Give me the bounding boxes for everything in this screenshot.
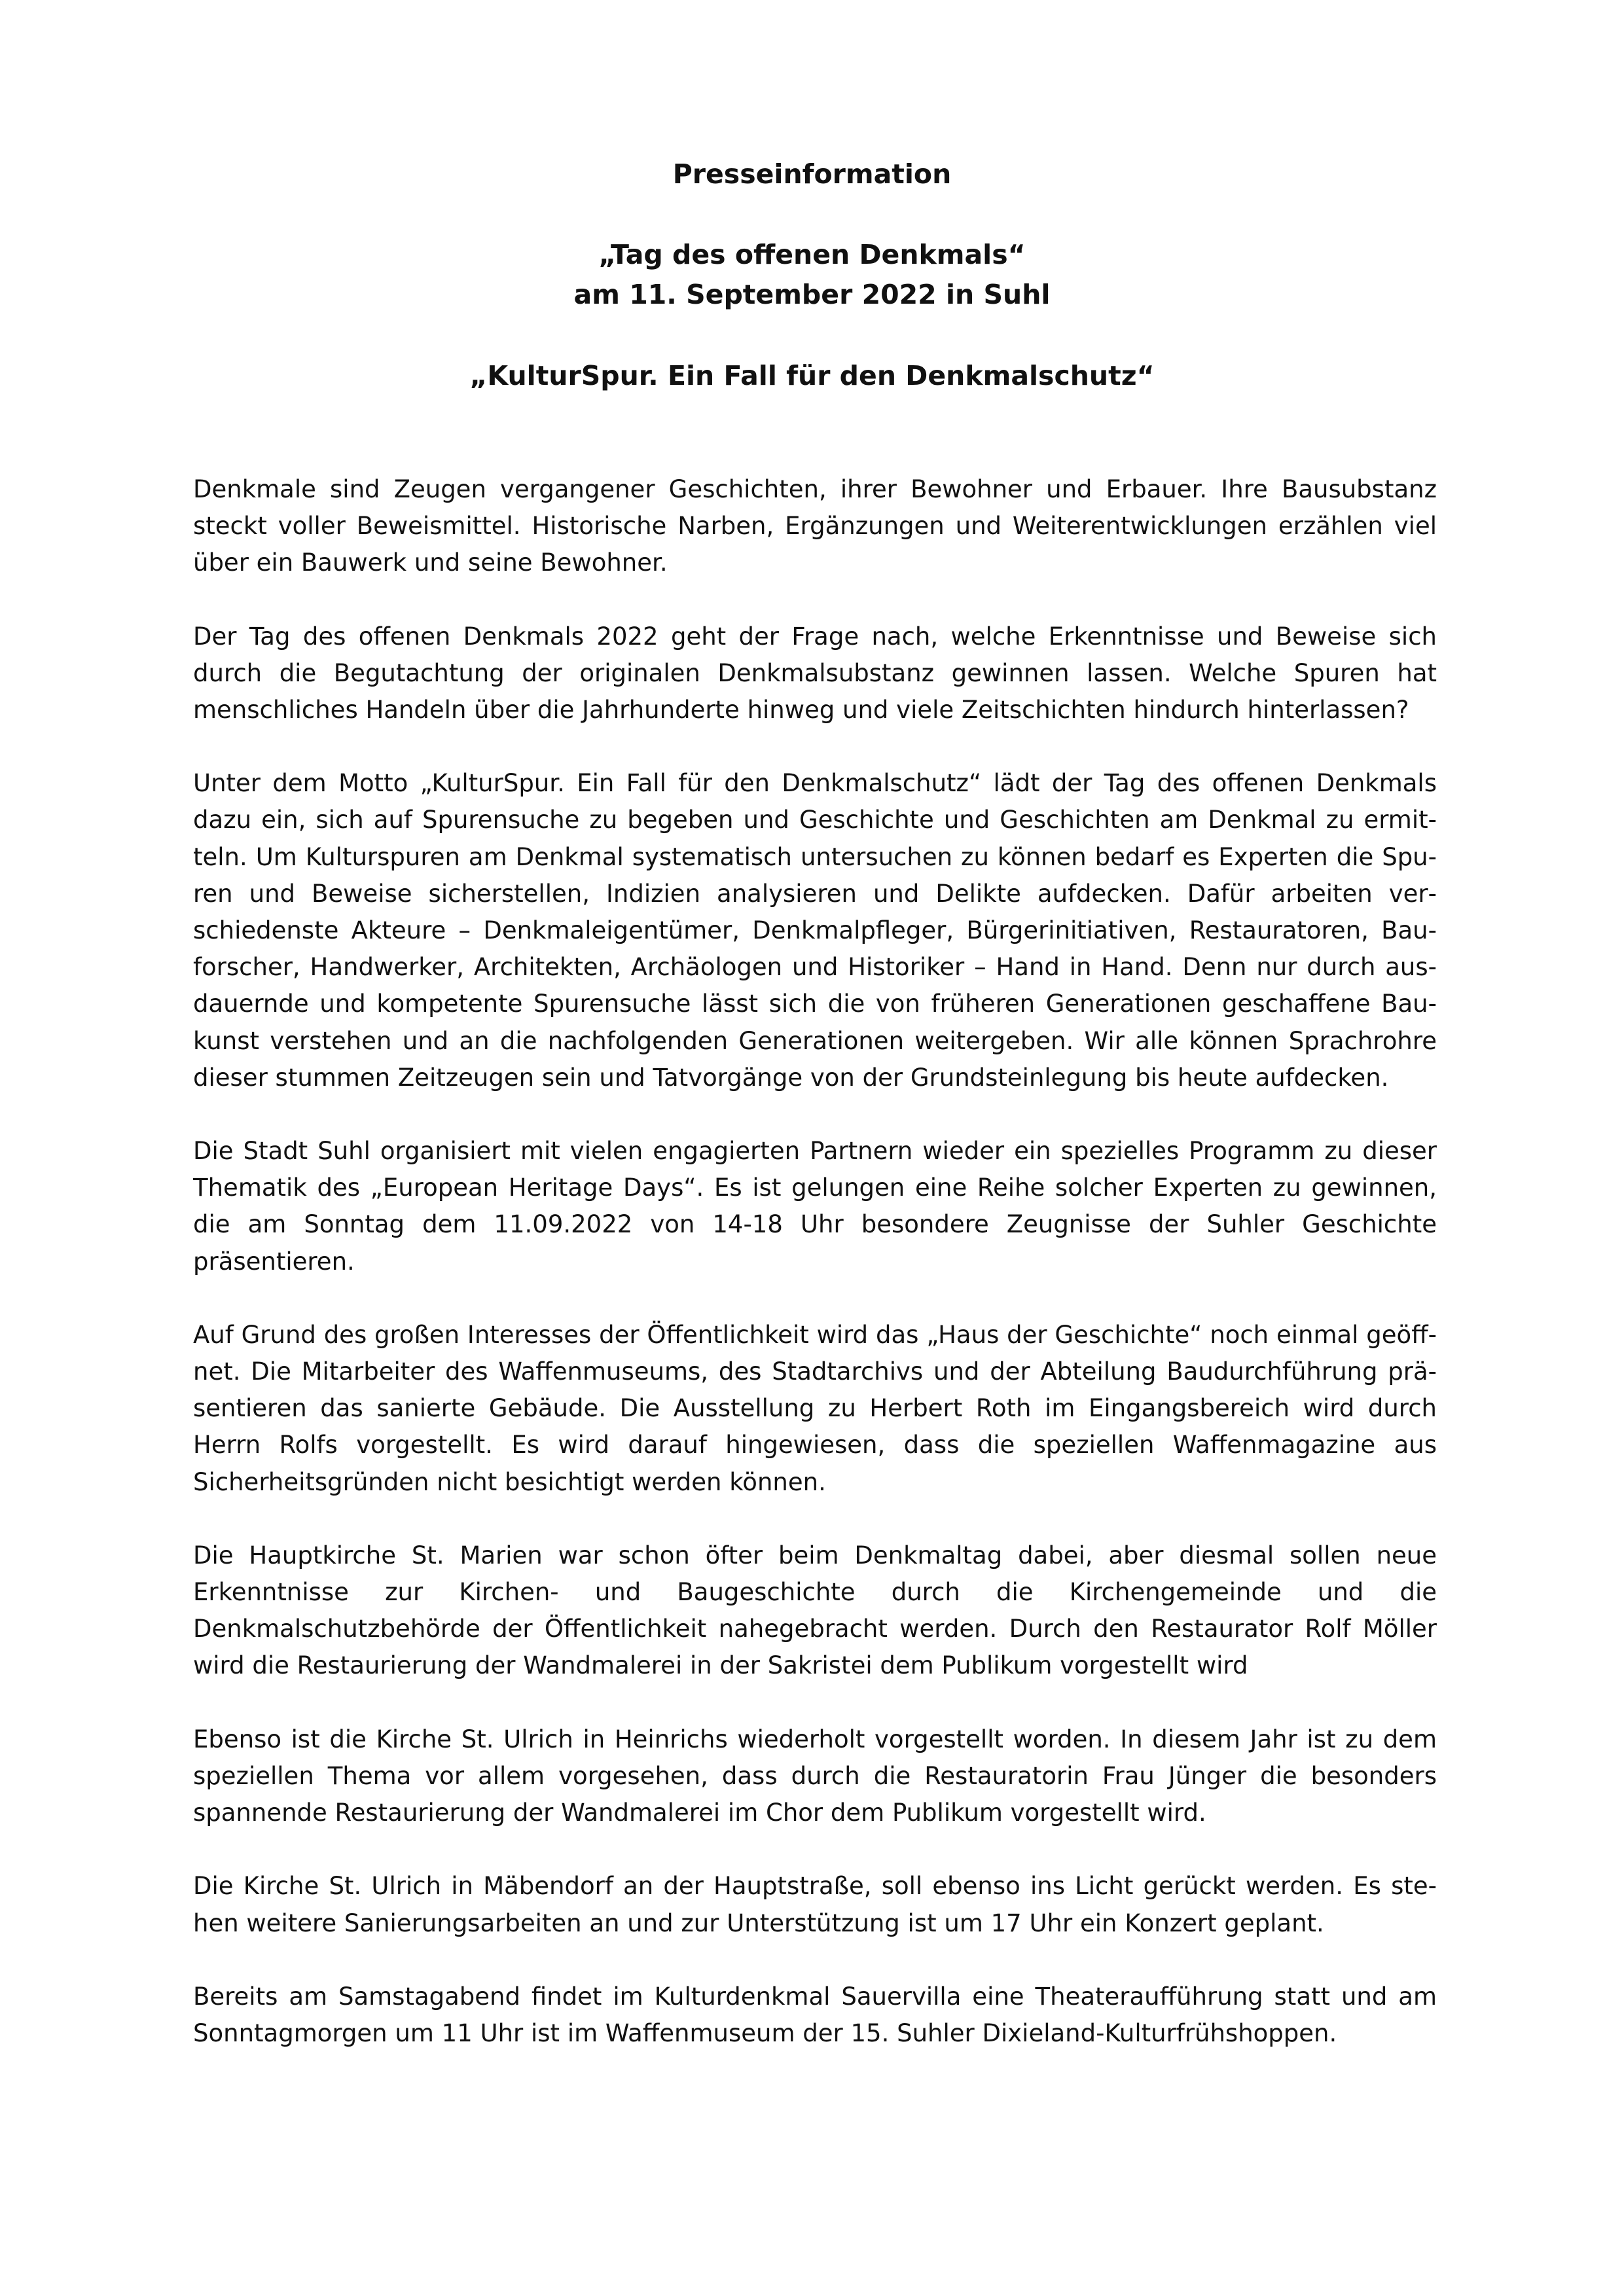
event-title: „Tag des offenen Denkmals“ xyxy=(598,239,1026,270)
paragraph-motto: Unter dem Motto „KulturSpur. Ein Fall für den Denkmalschutz“ lädt der Tag des offenen Denkmals dazu ein, sich auf Spurensuche zu begeben und Geschichte und Geschichten am Denkmal zu ermitteln. Um Kulturspuren am Denkmal systematisch untersuchen zu können bedarf es Experten die Spuren und Beweise sicherstellen, Indizien analysieren und Delikte aufdecken. Dafür arbeiten verschiedenste Akteure – Denkmaleigentümer, Denkmalpfleger, Bürgerinitiativen, Restauratoren, Bauforscher, Handwerker, Architekten, Archäologen und Historiker – Hand in Hand. Denn nur durch ausdauernde und kompetente Spurensuche lässt sich die von früheren Generationen geschaffene Baukunst verstehen und an die nachfolgenden Generationen weitergeben. Wir alle können Sprachrohre dieser stummen Zeitzeugen sein und Tatvorgänge von der Grundsteinlegung bis heute aufdecken. xyxy=(193,769,1437,1092)
paragraph-intro: Denkmale sind Zeugen vergangener Geschichten, ihrer Bewohner und Erbauer. Ihre Bausubstanz steckt voller Beweismittel. Historische Narben, Ergänzungen und Weiterentwicklungen erzählen viel über ein Bauwerk und seine Bewohner. xyxy=(193,475,1437,577)
paragraph-suhl-program: Die Stadt Suhl organisiert mit vielen engagierten Partnern wieder ein spezielles Programm zu dieser Thematik des „European Heritage Days“. Es ist gelungen eine Reihe solcher Experten zu gewinnen, die am Sonntag dem 11.09.2022 von 14-18 Uhr besondere Zeugnisse der Suhler Geschichte präsentieren. xyxy=(193,1137,1437,1276)
event-motto: „KulturSpur. Ein Fall für den Denkmalschutz“ xyxy=(469,360,1155,391)
paragraph-question: Der Tag des offenen Denkmals 2022 geht der Frage nach, welche Erkenntnisse und Beweise sich durch die Begutachtung der originalen Denkmalsubstanz gewinnen lassen. Welche Spuren hat menschliches Handeln über die Jahrhunderte hinweg und viele Zeitschichten hindurch hinterlassen? xyxy=(193,622,1437,725)
paragraph-sauervilla: Bereits am Samstagabend findet im Kulturdenkmal Sauervilla eine Theateraufführung statt und am Sonntagmorgen um 11 Uhr ist im Waffenmuseum der 15. Suhler Dixieland-Kulturfrühshoppen. xyxy=(193,1982,1437,2047)
event-date: am 11. September 2022 in Suhl xyxy=(573,279,1051,310)
paragraph-haus-der-geschichte: Auf Grund des großen Interesses der Öffentlichkeit wird das „Haus der Geschichte“ noch einmal geöffnet. Die Mitarbeiter des Waffenmuseums, des Stadtarchivs und der Abteilung Baudurchführung präsentieren das sanierte Gebäude. Die Ausstellung zu Herbert Roth im Eingangsbereich wird durch Herrn Rolfs vorgestellt. Es wird darauf hingewiesen, dass die speziellen Waffenmagazine aus Sicherheitsgründen nicht besichtigt werden können. xyxy=(193,1320,1437,1496)
paragraph-st-ulrich-heinrichs: Ebenso ist die Kirche St. Ulrich in Heinrichs wiederholt vorgestellt worden. In diesem Jahr ist zu dem speziellen Thema vor allem vorgesehen, dass durch die Restauratorin Frau Jünger die besonders spannende Restaurierung der Wandmalerei im Chor dem Publikum vorgestellt wird. xyxy=(193,1725,1437,1827)
paragraph-st-marien: Die Hauptkirche St. Marien war schon öfter beim Denkmaltag dabei, aber diesmal sollen neue Erkenntnisse zur Kirchen- und Baugeschichte durch die Kirchengemeinde und die Denkmalschutzbehörde der Öffentlichkeit nahegebracht werden. Durch den Restaurator Rolf Möller wird die Restaurierung der Wandmalerei in der Sakristei dem Publikum vorgestellt wird xyxy=(193,1541,1437,1680)
press-release-body xyxy=(193,471,1437,2089)
paragraph-st-ulrich-maebendorf: Die Kirche St. Ulrich in Mäbendorf an der Hauptstraße, soll ebenso ins Licht gerückt werden. Es stehen weitere Sanierungsarbeiten an und zur Unterstützung ist um 17 Uhr ein Konzert geplant. xyxy=(193,1872,1437,1937)
document-title: Presseinformation xyxy=(672,158,952,190)
